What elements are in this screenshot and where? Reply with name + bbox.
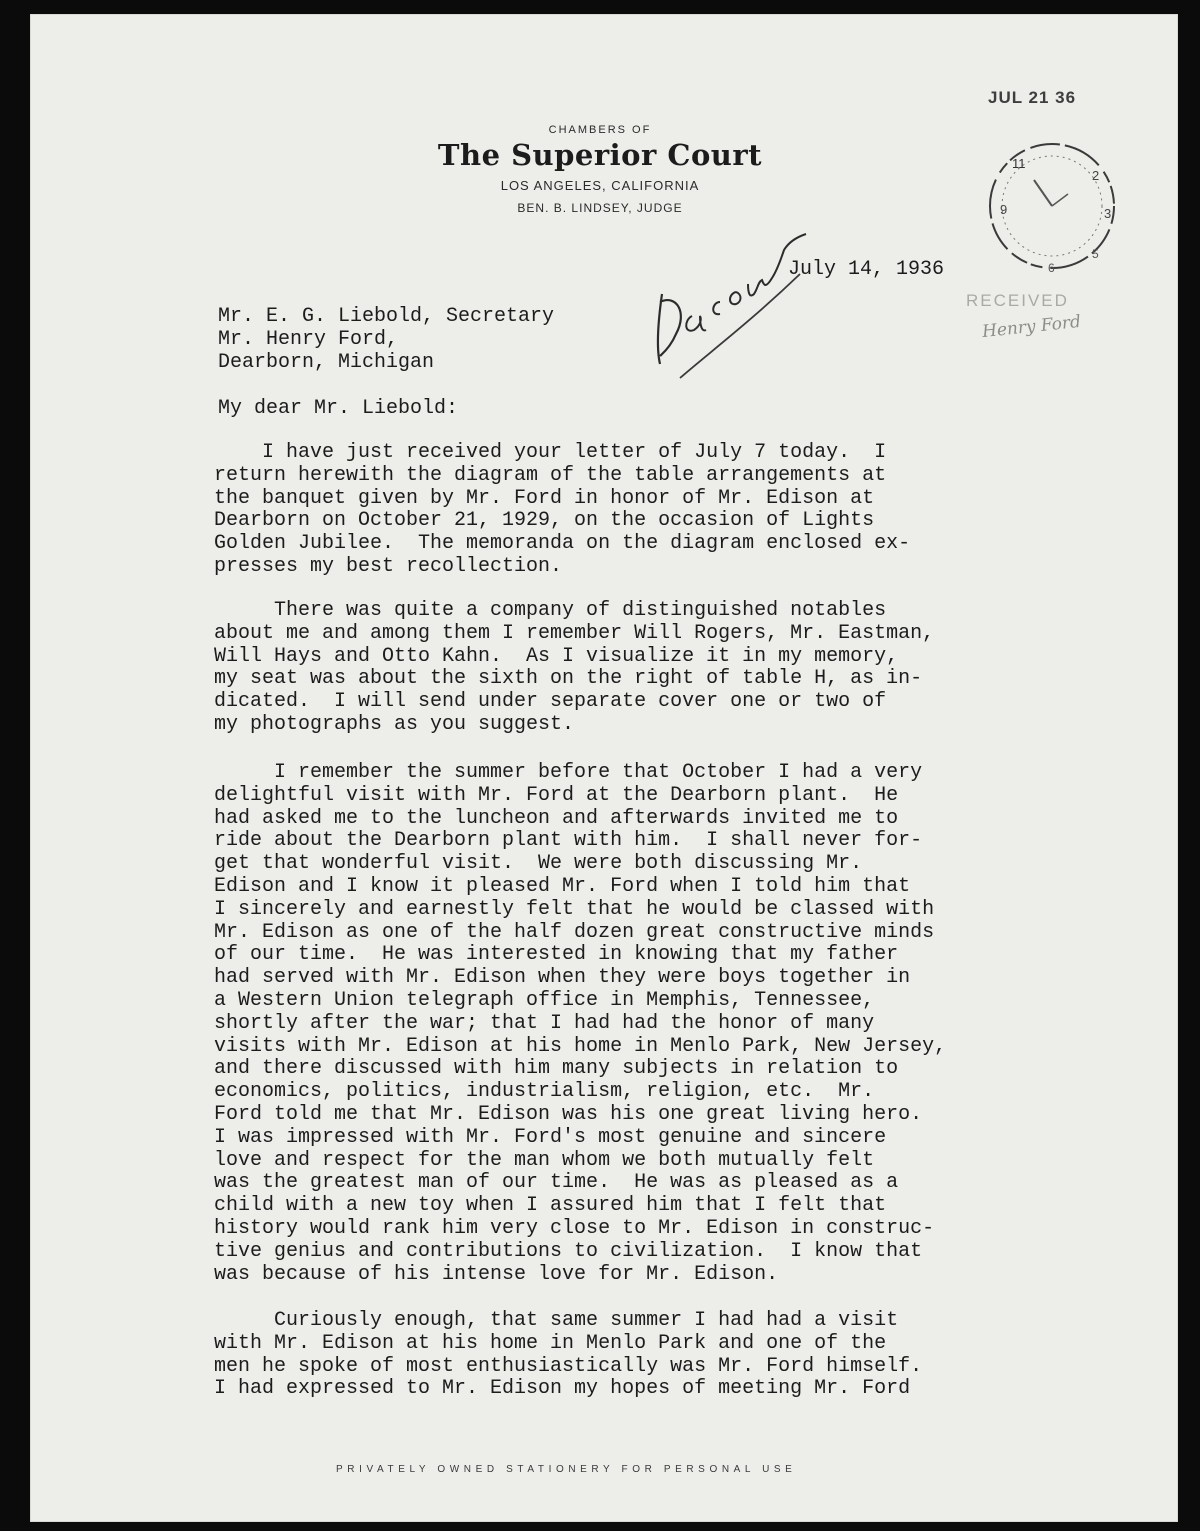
body-line: men he spoke of most enthusiastically was Mr. Ford himself. xyxy=(214,1354,923,1378)
body-line: Edison and I know it pleased Mr. Ford when I told him that xyxy=(214,874,911,898)
body-line: with Mr. Edison at his home in Menlo Park and one of the xyxy=(214,1331,887,1355)
recipient-address xyxy=(218,305,554,374)
body-line: shortly after the war; that I had had the honor of many xyxy=(214,1011,875,1035)
handwritten-annotation-text: Dacon xyxy=(640,222,644,223)
body-paragraph xyxy=(214,762,946,1286)
body-line: had served with Mr. Edison when they were boys together in xyxy=(214,966,911,990)
address-line: Dearborn, Michigan xyxy=(218,351,435,374)
svg-text:6: 6 xyxy=(1048,261,1055,275)
body-line: get that wonderful visit. We were both discussing Mr. xyxy=(214,852,863,876)
svg-text:3: 3 xyxy=(1104,206,1112,221)
letterhead-judge: BEN. B. LINDSEY, JUDGE xyxy=(517,201,683,215)
svg-text:9: 9 xyxy=(1000,202,1008,217)
body-line: I remember the summer before that October I had a very xyxy=(214,761,923,784)
body-line: presses my best recollection. xyxy=(214,554,563,578)
body-line: the banquet given by Mr. Ford in honor of Mr. Edison at xyxy=(214,486,875,510)
body-paragraph xyxy=(214,442,910,579)
body-line: and there discussed with him many subjects in relation to xyxy=(214,1057,899,1081)
body-line: I have just received your letter of July 7 today. I xyxy=(214,441,887,464)
body-line: Golden Jubilee. The memoranda on the diagram enclosed ex- xyxy=(214,532,911,556)
stationery-footer: PRIVATELY OWNED STATIONERY FOR PERSONAL USE xyxy=(336,1464,797,1475)
body-line: love and respect for the man whom we both mutually felt xyxy=(214,1148,875,1172)
salutation: My dear Mr. Liebold: xyxy=(218,397,459,420)
body-line: I sincerely and earnestly felt that he would be classed with xyxy=(214,897,935,921)
clock-stamp-icon xyxy=(972,134,1132,284)
received-date-stamp: JUL 21 36 xyxy=(988,88,1077,107)
body-line: was because of his intense love for Mr. Edison. xyxy=(214,1262,779,1286)
body-line: had asked me to the luncheon and afterwards invited me to xyxy=(214,806,899,830)
body-line: economics, politics, industrialism, religion, etc. Mr. xyxy=(214,1080,875,1104)
body-line: of our time. He was interested in knowing that my father xyxy=(214,943,899,967)
body-line: my seat was about the sixth on the right of table H, as in- xyxy=(214,667,923,691)
body-line: Will Hays and Otto Kahn. As I visualize it in my memory, xyxy=(214,644,899,668)
body-line: ride about the Dearborn plant with him. I shall never for- xyxy=(214,829,923,853)
body-line: Ford told me that Mr. Edison was his one great living hero. xyxy=(214,1102,923,1126)
letterhead-chambers: CHAMBERS OF xyxy=(548,124,652,136)
body-line: Dearborn on October 21, 1929, on the occasion of Lights xyxy=(214,509,875,533)
body-line: tive genius and contributions to civilization. I know that xyxy=(214,1239,923,1263)
svg-text:2: 2 xyxy=(1092,168,1100,183)
body-line: Mr. Edison as one of the half dozen great constructive minds xyxy=(214,920,935,944)
body-line: return herewith the diagram of the table arrangements at xyxy=(214,463,887,487)
body-line: dicated. I will send under separate cover one or two of xyxy=(214,690,887,714)
body-line: child with a new toy when I assured him that I felt that xyxy=(214,1194,887,1218)
body-line: a Western Union telegraph office in Memphis, Tennessee, xyxy=(214,988,875,1012)
body-line: I had expressed to Mr. Edison my hopes of meeting Mr. Ford xyxy=(214,1377,911,1401)
letter-date: July 14, 1936 xyxy=(788,258,945,281)
address-line: Mr. Henry Ford, xyxy=(218,328,399,351)
body-line: about me and among them I remember Will Rogers, Mr. Eastman, xyxy=(214,621,935,645)
handwritten-annotation xyxy=(640,222,820,392)
body-paragraph xyxy=(214,600,934,737)
body-line: my photographs as you suggest. xyxy=(214,712,575,736)
body-line: visits with Mr. Edison at his home in Menlo Park, New Jersey, xyxy=(214,1034,947,1058)
letterhead-city: LOS ANGELES, CALIFORNIA xyxy=(500,178,700,193)
body-line: was the greatest man of our time. He was as pleased as a xyxy=(214,1171,899,1195)
body-line: delightful visit with Mr. Ford at the Dearborn plant. He xyxy=(214,783,899,807)
letterhead-court-name: The Superior Court xyxy=(437,138,763,172)
body-paragraph xyxy=(214,1310,922,1401)
body-line: history would rank him very close to Mr. Edison in construc- xyxy=(214,1216,935,1240)
body-line: There was quite a company of distinguished notables xyxy=(214,599,887,622)
body-line: Curiously enough, that same summer I had had a visit xyxy=(214,1309,899,1332)
svg-text:5: 5 xyxy=(1092,247,1099,261)
letterhead xyxy=(420,124,780,215)
svg-text:11: 11 xyxy=(1012,156,1026,171)
received-stamp-label: RECEIVED xyxy=(966,291,1069,310)
received-stamp-signature: Henry Ford xyxy=(981,311,1082,343)
body-line: I was impressed with Mr. Ford's most genuine and sincere xyxy=(214,1125,887,1149)
address-line: Mr. E. G. Liebold, Secretary xyxy=(218,305,555,328)
